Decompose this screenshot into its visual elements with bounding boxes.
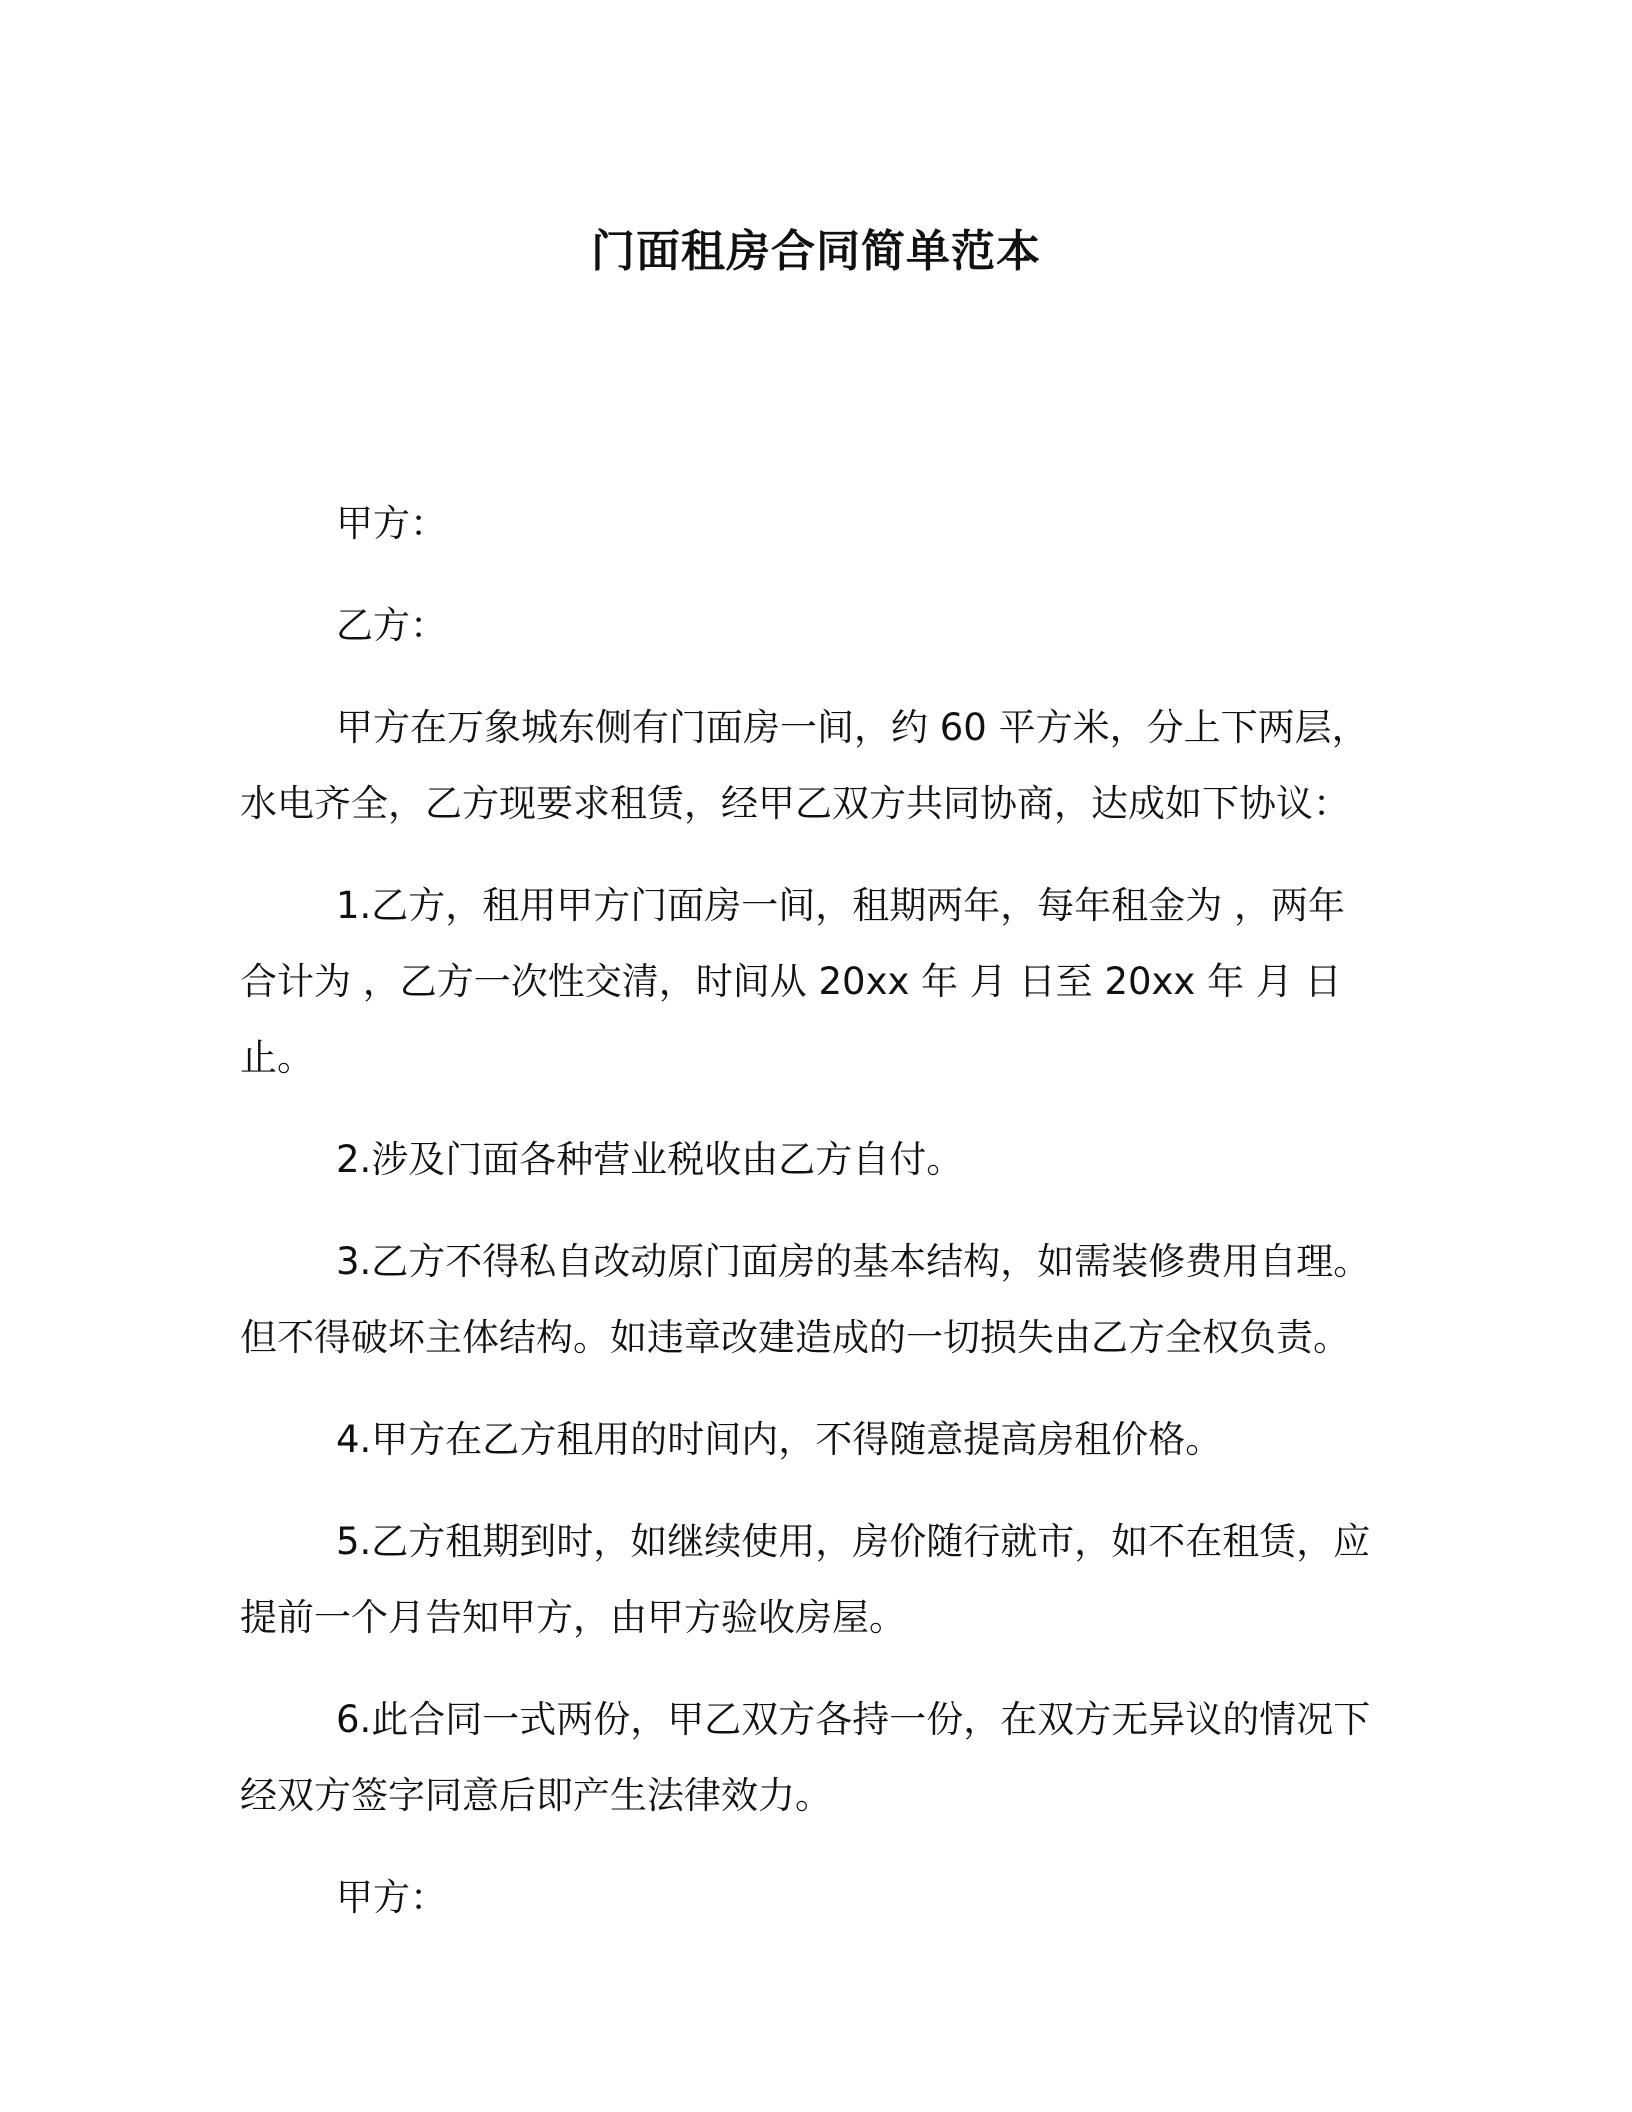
document-title: 门面租房合同简单范本 bbox=[591, 226, 1041, 277]
preamble-paragraph: 甲方在万象城东侧有门面房一间，约 60 平方米，分上下两层，水电齐全，乙方现要求租赁，经甲乙双方共同协商，达成如下协议： bbox=[240, 706, 1369, 825]
clause-4: 4.甲方在乙方租用的时间内，不得随意提高房租价格。 bbox=[336, 1418, 1223, 1461]
clause-3: 3.乙方不得私自改动原门面房的基本结构，如需装修费用自理。但不得破坏主体结构。如违章改建造成的一切损失由乙方全权负责。 bbox=[240, 1240, 1371, 1359]
contract-body bbox=[240, 486, 1382, 1936]
clause-5: 5.乙方租期到时，如继续使用，房价随行就市，如不在租赁，应提前一个月告知甲方，由甲方验收房屋。 bbox=[240, 1520, 1371, 1639]
party-b-label: 乙方： bbox=[336, 604, 447, 647]
clause-6: 6.此合同一式两份，甲乙双方各持一份，在双方无异议的情况下经双方签字同意后即产生法律效力。 bbox=[240, 1698, 1371, 1817]
clause-1: 1.乙方，租用甲方门面房一间，租期两年，每年租金为 ，两年合计为 ，乙方一次性交清，时间从 20xx 年 月 日至 20xx 年 月 日止。 bbox=[240, 884, 1346, 1079]
signature-party-a: 甲方： bbox=[336, 1876, 447, 1919]
clause-2: 2.涉及门面各种营业税收由乙方自付。 bbox=[336, 1138, 964, 1181]
party-a-label: 甲方： bbox=[336, 502, 447, 545]
